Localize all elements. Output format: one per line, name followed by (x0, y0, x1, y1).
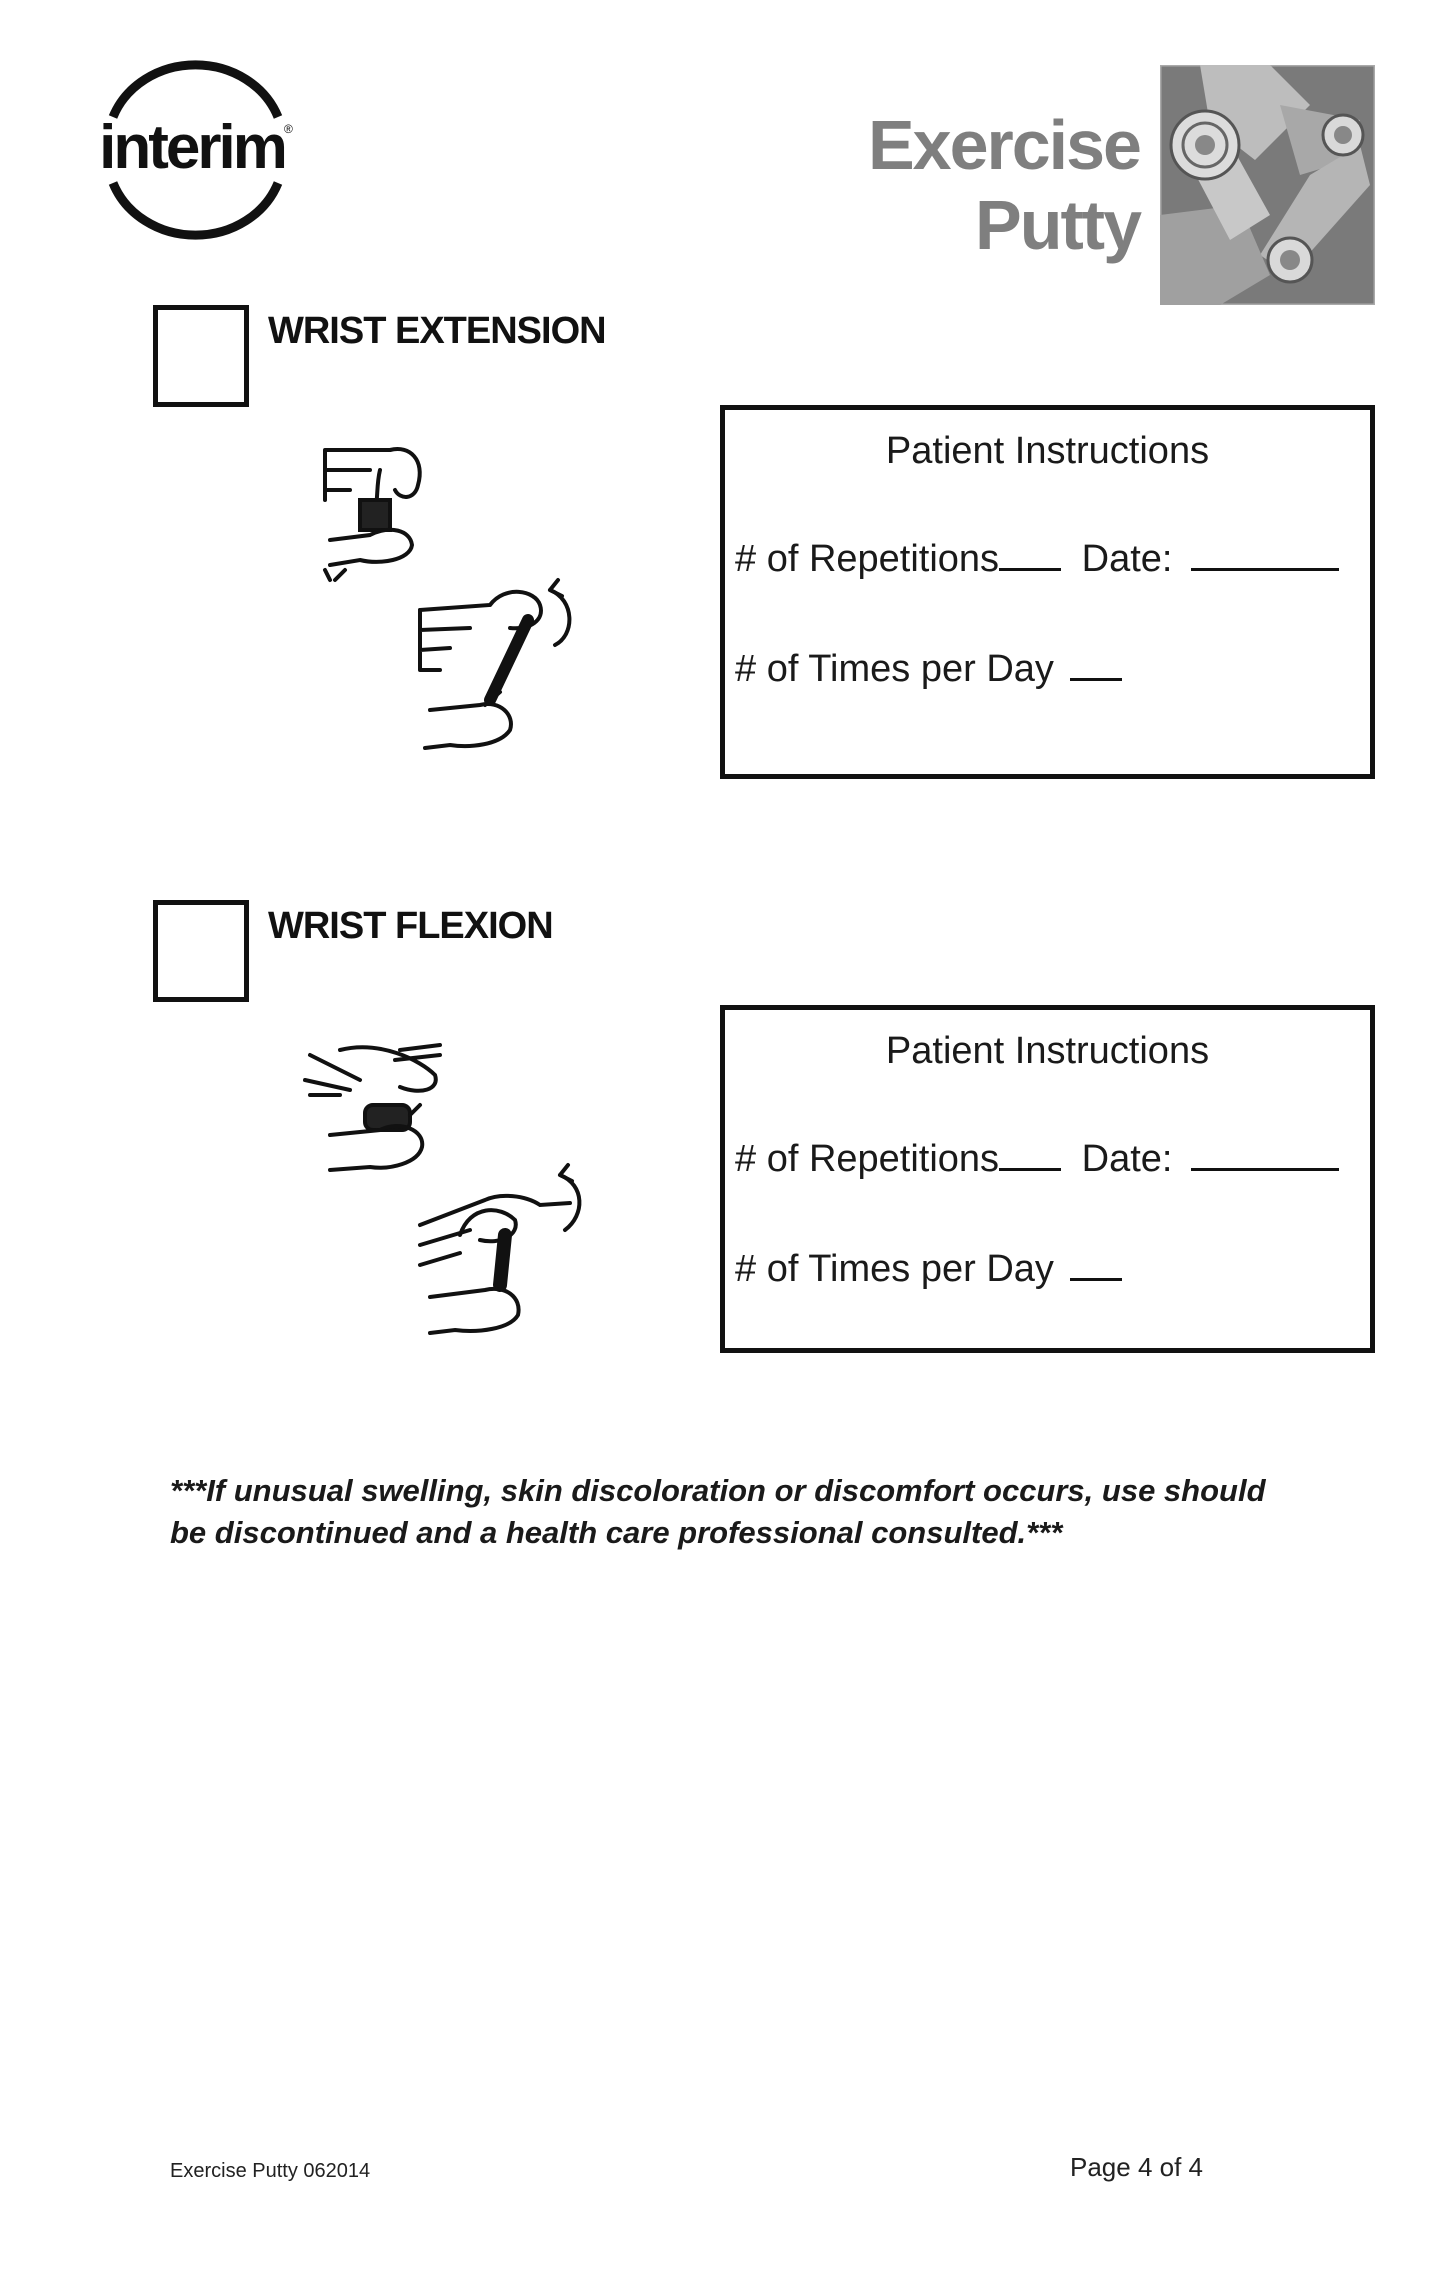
wrist-extension-instructions-box (720, 405, 1375, 779)
wrist-extension-checkbox[interactable] (153, 305, 249, 407)
putty-graphic-image (1160, 65, 1375, 305)
wrist-flexion-title: WRIST FLEXION (268, 905, 553, 947)
logo-wordmark: interim (99, 113, 285, 182)
times-per-day-row (735, 648, 1122, 691)
date-field[interactable] (1191, 1138, 1339, 1171)
times-per-day-row (735, 1248, 1122, 1291)
wrist-flexion-checkbox[interactable] (153, 900, 249, 1002)
repetitions-field[interactable] (999, 1138, 1061, 1171)
registered-mark: ® (284, 122, 293, 136)
repetitions-label: # of Repetitions (735, 538, 1000, 580)
repetitions-row (735, 1138, 1339, 1181)
instructions-heading: Patient Instructions (885, 1030, 1210, 1072)
times-per-day-label: # of Times per Day (735, 1248, 1054, 1290)
instructions-heading: Patient Instructions (885, 430, 1210, 472)
safety-warning: ***If unusual swelling, skin discoloration or discomfort occurs, use should be discontinued and a health care professional consulted.*** (170, 1473, 1266, 1550)
wrist-flexion-illustration (300, 1035, 600, 1335)
interim-logo (88, 55, 303, 245)
wrist-flexion-instructions-box (720, 1005, 1375, 1353)
footer-page-number: Page 4 of 4 (1070, 2152, 1203, 2182)
times-per-day-field[interactable] (1070, 648, 1122, 681)
repetitions-label: # of Repetitions (735, 1138, 1000, 1180)
repetitions-field[interactable] (999, 538, 1061, 571)
times-per-day-field[interactable] (1070, 1248, 1122, 1281)
date-field[interactable] (1191, 538, 1339, 571)
wrist-extension-illustration (300, 430, 600, 770)
times-per-day-label: # of Times per Day (735, 648, 1054, 690)
date-label: Date: (1081, 1138, 1173, 1180)
wrist-extension-title: WRIST EXTENSION (268, 310, 606, 352)
date-label: Date: (1081, 538, 1173, 580)
footer-doc-code: Exercise Putty 062014 (170, 2160, 371, 2182)
document-title: Exercise Putty (867, 106, 1140, 264)
repetitions-row (735, 538, 1339, 581)
